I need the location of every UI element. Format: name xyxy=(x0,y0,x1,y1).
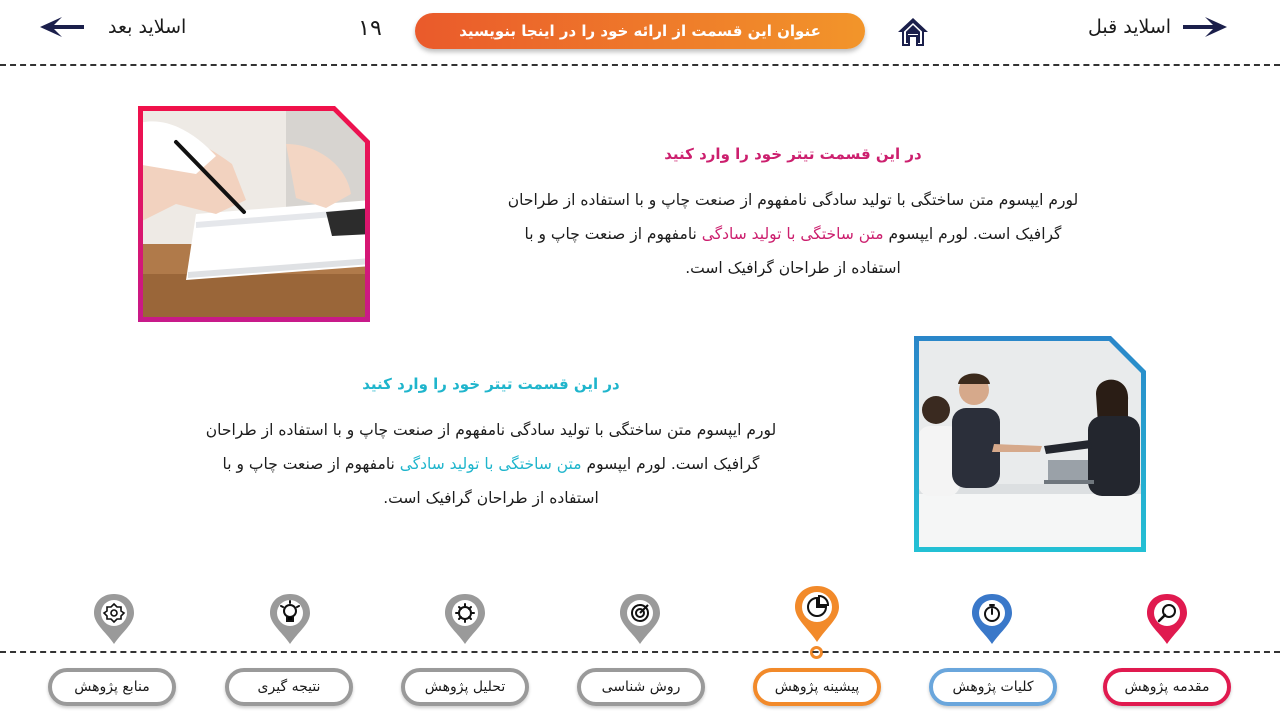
footer-divider xyxy=(0,651,1280,653)
block2-text xyxy=(118,413,864,515)
prev-slide-link[interactable] xyxy=(1088,16,1227,38)
target-icon[interactable] xyxy=(616,592,664,652)
block1-text xyxy=(420,183,1166,285)
home-icon xyxy=(896,16,930,48)
nav-conclusion-button[interactable]: نتیجه گیری xyxy=(225,668,353,706)
block1-line2: گرافیک است. لورم ایپسوم متن ساختگی با تولید سادگی نامفهوم از صنعت چاپ و با xyxy=(524,225,1062,243)
nav-methodology-button[interactable]: روش شناسی xyxy=(577,668,705,706)
prev-slide-label: اسلاید قبل xyxy=(1088,16,1172,38)
block2-line3: استفاده از طراحان گرافیک است. xyxy=(383,489,599,507)
nav-intro-button[interactable]: مقدمه پژوهش xyxy=(1103,668,1231,706)
writing-document-photo xyxy=(136,104,372,324)
stopwatch-icon[interactable] xyxy=(968,592,1016,652)
nav-background-button[interactable]: پیشینه پژوهش xyxy=(753,668,881,706)
gear-icon[interactable] xyxy=(441,592,489,652)
nav-references-button[interactable]: منابع پژوهش xyxy=(48,668,176,706)
section-title: عنوان این قسمت از ارائه خود را در اینجا بنویسید xyxy=(415,13,865,49)
block1-line1: لورم ایپسوم متن ساختگی با تولید سادگی نامفهوم از صنعت چاپ و با استفاده از طراحان xyxy=(507,191,1079,209)
magnifier-icon[interactable] xyxy=(1143,592,1191,652)
block2-image-frame xyxy=(912,334,1148,554)
arrow-left-icon xyxy=(40,16,84,38)
block2-title: در این قسمت تیتر خود را وارد کنید xyxy=(362,375,620,393)
block1-image-frame xyxy=(136,104,372,324)
slide-number: ۱۹ xyxy=(358,16,382,41)
nav-analysis-button[interactable]: تحلیل پژوهش xyxy=(401,668,529,706)
lightbulb-icon[interactable] xyxy=(266,592,314,652)
block2-line1: لورم ایپسوم متن ساختگی با تولید سادگی نامفهوم از صنعت چاپ و با استفاده از طراحان xyxy=(205,421,777,439)
block1-title: در این قسمت تیتر خود را وارد کنید xyxy=(664,145,922,163)
next-slide-link[interactable] xyxy=(40,16,186,38)
pie-chart-icon[interactable] xyxy=(792,584,842,646)
nav-overview-button[interactable]: کلیات پژوهش xyxy=(929,668,1057,706)
header-divider xyxy=(0,64,1280,66)
block2-line2: گرافیک است. لورم ایپسوم متن ساختگی با تولید سادگی نامفهوم از صنعت چاپ و با xyxy=(222,455,760,473)
block2-highlight: متن ساختگی با تولید سادگی xyxy=(399,455,582,473)
business-handshake-photo xyxy=(912,334,1148,554)
block1-highlight: متن ساختگی با تولید سادگی xyxy=(701,225,884,243)
home-button[interactable] xyxy=(896,16,930,52)
next-slide-label: اسلاید بعد xyxy=(108,16,187,38)
arrow-right-icon xyxy=(1183,16,1227,38)
settings-badge-icon[interactable] xyxy=(90,592,138,652)
block1-line3: استفاده از طراحان گرافیک است. xyxy=(685,259,901,277)
